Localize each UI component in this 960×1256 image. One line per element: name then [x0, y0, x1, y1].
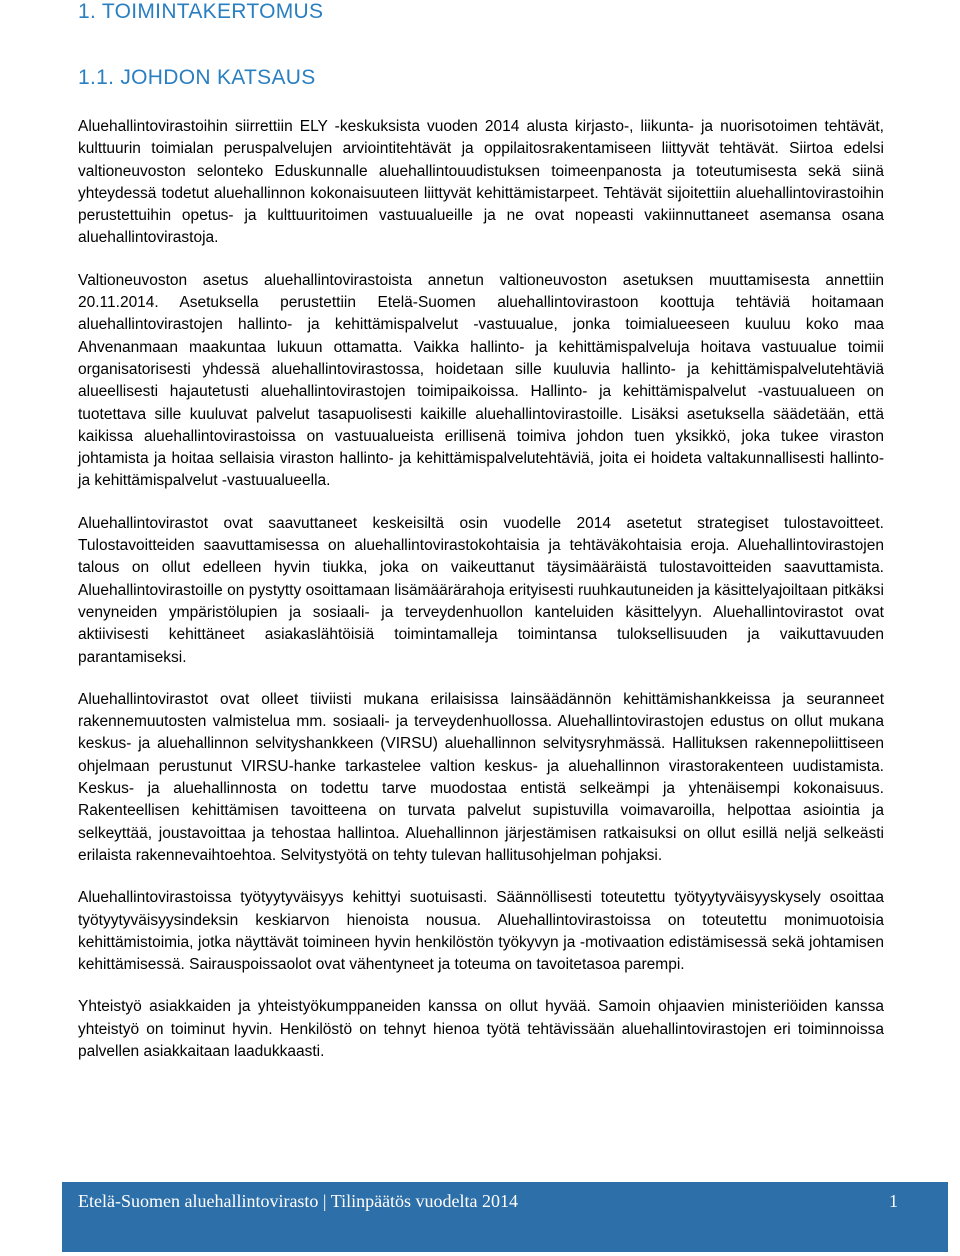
- paragraph: Aluehallintovirastoissa työtyytyväisyys kehittyi suotuisasti. Säännöllisesti toteutettu työtyytyväisyyskysely osoittaa työtyytyväisyysindeksin keskiarvon hienoista nousua. Aluehallintovirastoissa on toteutettu monimuotoisia kehittämistoimia, jotka näyttävät toimineen hyvin henkilöstön työkyvyn ja -motivaation edistämisessä sekä johtamisen kehittämisessä. Sairauspoissaolot ovat vähentyneet ja toteuma on tavoitetasoa parempi.: [78, 889, 884, 974]
- page-footer: [62, 1182, 948, 1252]
- footer-text: Etelä-Suomen aluehallintovirasto | Tilinpäätös vuodelta 2014: [78, 1191, 519, 1211]
- paragraph: Yhteistyö asiakkaiden ja yhteistyökumppaneiden kanssa on ollut hyvää. Samoin ohjaavien ministeriöiden kanssa yhteistyö on toiminut hyvin. Henkilöstö on tehnyt hienoa työtä tehtävissään aluehallintovirastojen eri toiminnoissa palvellen asiakkaitaan laadukkaasti.: [78, 998, 884, 1060]
- paragraph: Aluehallintovirastot ovat saavuttaneet keskeisiltä osin vuodelle 2014 asetetut strategiset tulostavoitteet. Tulostavoitteiden saavuttamisessa on aluehallintovirastokohtaisia ja tehtäväkohtaisia eroja. Aluehallintovirastojen talous on ollut edelleen hyvin tiukka, joka on vaikeuttanut täysimääräistä tulostavoitteiden saavuttamista. Aluehallintovirastoille on pystytty osoittamaan lisämäärärahoja erityisesti ruuhkautuneiden ja käsittelyajoiltaan pitkäksi venyneiden ympäristölupien ja sosiaali- ja terveydenhuollon kanteluiden käsittelyyn. Aluehallintovirastot ovat aktiivisesti kehittäneet asiakaslähtöisiä toimintamalleja toimintansa tuloksellisuuden ja vaikuttavuuden parantamiseksi.: [78, 514, 884, 666]
- section-heading: 1. TOIMINTAKERTOMUS: [78, 0, 324, 23]
- subsection-heading: 1.1. JOHDON KATSAUS: [78, 66, 316, 89]
- paragraph: Aluehallintovirastoihin siirrettiin ELY -keskuksista vuoden 2014 alusta kirjasto-, liikunta- ja nuorisotoimen tehtävät, kulttuurin toimialan peruspalvelujen arviointitehtävät ja oppilaitosrakentamiseen liittyvät tehtävät. Siirtoa edelsi valtioneuvoston selonteko Eduskunnalle aluehallintouudistuksen toimeenpanosta ja toteutumisesta sekä siinä yhteydessä todetut aluehallinnon kokonaisuuteen liittyvät kehittämistarpeet. Tehtävät sijoitettiin aluehallintovirastoihin perustettuihin opetus- ja kulttuuritoimen vastuualueille ja ne ovat nopeasti vakiinnuttaneet asemansa osana aluehallintovirastoja.: [78, 118, 884, 247]
- paragraph: Aluehallintovirastot ovat olleet tiiviisti mukana erilaisissa lainsäädännön kehittämishankkeissa ja seuranneet rakennemuutosten valmistelua mm. sosiaali- ja terveydenhuollossa. Aluehallintovirastojen edustus on ollut mukana keskus- ja aluehallinnon selvityshankkeen (VIRSU) aluehallinnon selvitysryhmässä. Hallituksen rakennepoliittiseen ohjelmaan perustunut VIRSU-hanke tarkastelee valtion keskus- ja aluehallinnon virastorakenteen uudistamista. Keskus- ja aluehallinnosta on todettu tarve muodostaa entistä selkeämpi ja yhtenäisempi kokonaisuus. Rakenteellisen kehittämisen tavoitteena on turvata palvelut supistuvilla voimavaroilla, helpottaa asiointia ja selkeyttää, joustavoittaa ja tehostaa hallintoa. Aluehallinnon järjestämisen ratkaisuksi on ollut esillä neljä selkeästi erilaista rakennevaihtoehtoa. Selvitystyötä on tehty tulevan hallitusohjelman pohjaksi.: [78, 690, 884, 864]
- page-number: 1: [889, 1191, 898, 1211]
- paragraph: Valtioneuvoston asetus aluehallintovirastoista annetun valtioneuvoston asetuksen muuttamisesta annettiin 20.11.2014. Asetuksella perustettiin Etelä-Suomen aluehallintovirastoon koottuja tehtäviä hoitamaan aluehallintovirastojen hallinto- ja kehittämispalvelut -vastuualue, jonka toimialueeseen kuuluu koko maa Ahvenanmaan maakuntaa lukuun ottamatta. Vaikka hallinto- ja kehittämispalveluja hoitava vastuualue toimii organisatorisesti yhdessä aluehallintovirastossa, hoidetaan sille kuuluvia hallinto- ja kehittämispalvelutehtäviä alueellisesti hajautetusti aluehallintovirastojen toimipaikoissa. Hallinto- ja kehittämispalvelut -vastuualueen on tuotettava sille kuuluvat palvelut tasapuolisesti kaikille aluehallintovirastoille. Lisäksi asetuksella säädetään, että kaikissa aluehallintovirastoissa on vastuualueista erillisenä toimiva johdon tuen yksikkö, joka tukee viraston johtamista ja hoitaa sellaisia viraston hallinto- ja kehittämispalvelutehtäviä, joita ei hoideta valtakunnallisesti hallinto- ja kehittämispalvelut -vastuualueella.: [78, 271, 884, 490]
- document-body: [78, 116, 884, 1083]
